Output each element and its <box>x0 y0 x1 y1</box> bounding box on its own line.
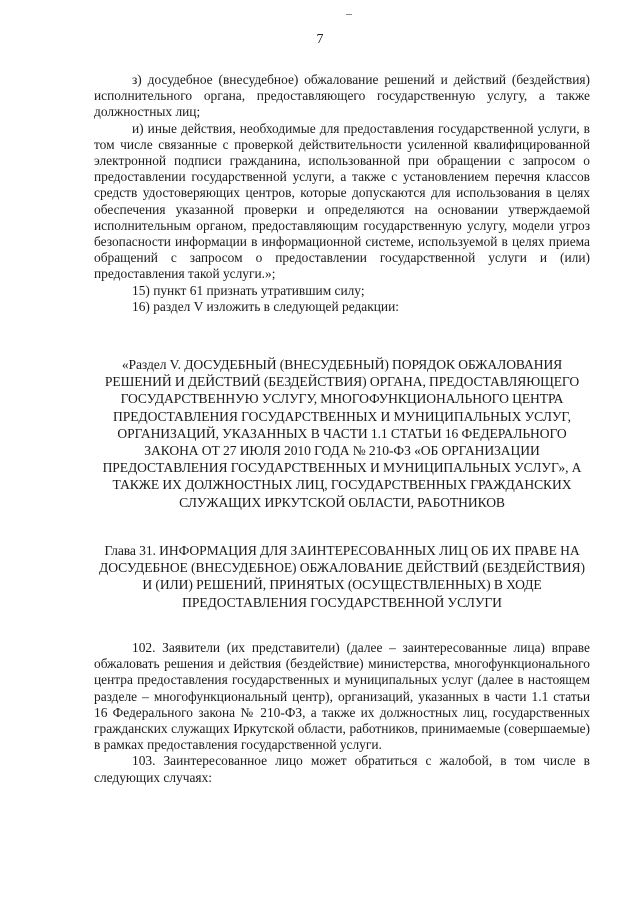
chapter-heading <box>94 542 590 611</box>
section-heading-text: «Раздел V. ДОСУДЕБНЫЙ (ВНЕСУДЕБНЫЙ) ПОРЯДОК ОБЖАЛОВАНИЯ РЕШЕНИЙ И ДЕЙСТВИЙ (БЕЗДЕЙСТВИЯ) ОРГАНА, ПРЕДОСТАВЛЯЮЩЕГО ГОСУДАРСТВЕННУЮ УСЛУГУ, МНОГОФУНКЦИОНАЛЬНОГО ЦЕНТРА ПРЕДОСТАВЛЕНИЯ ГОСУДАРСТВЕННЫХ И МУНИЦИПАЛЬНЫХ УСЛУГ, ОРГАНИЗАЦИЙ, УКАЗАННЫХ В ЧАСТИ 1.1 СТАТЬИ 16 ФЕДЕРАЛЬНОГО ЗАКОНА ОТ 27 ИЮЛЯ 2010 ГОДА № 210-ФЗ «ОБ ОРГАНИЗАЦИИ ПРЕДОСТАВЛЕНИЯ ГОСУДАРСТВЕННЫХ И МУНИЦИПАЛЬНЫХ УСЛУГ», А ТАКЖЕ ИХ ДОЛЖНОСТНЫХ ЛИЦ, ГОСУДАРСТВЕННЫХ ГРАЖДАНСКИХ СЛУЖАЩИХ ИРКУТСКОЙ ОБЛАСТИ, РАБОТНИКОВ <box>102 357 582 510</box>
paragraph-103: 103. Заинтересованное лицо может обратиться с жалобой, в том числе в следующих случаях: <box>94 753 590 785</box>
paragraph-z: з) досудебное (внесудебное) обжалование решений и действий (бездействия) исполнительного органа, предоставляющего государственную услугу, а также должностных лиц; <box>94 72 590 120</box>
chapter-heading-text: Глава 31. ИНФОРМАЦИЯ ДЛЯ ЗАИНТЕРЕСОВАННЫХ ЛИЦ ОБ ИХ ПРАВЕ НА ДОСУДЕБНОЕ (ВНЕСУДЕБНОЕ) ОБЖАЛОВАНИЕ ДЕЙСТВИЙ (БЕЗДЕЙСТВИЯ) И (ИЛИ) РЕШЕНИЙ, ПРИНЯТЫХ (ОСУЩЕСТВЛЕННЫХ) В ХОДЕ ПРЕДОСТАВЛЕНИЯ ГОСУДАРСТВЕННОЙ УСЛУГИ <box>99 543 585 610</box>
paragraph-15: 15) пункт 61 признать утратившим силу; <box>132 282 365 298</box>
scan-mark <box>346 14 352 15</box>
body-text-top <box>94 72 590 315</box>
body-text-bottom <box>94 640 590 786</box>
section-heading <box>94 356 590 511</box>
paragraph-102: 102. Заявители (их представители) (далее – заинтересованные лица) вправе обжаловать решения и действия (бездействие) министерства, многофункционального центра предоставления государственных и муниципальных услуг (далее в настоящем разделе – многофункциональный центр), организаций, указанных в части 1.1 статьи 16 Федерального закона № 210-ФЗ, а также их должностных лиц, государственных гражданских служащих Иркутской области, работников, принимаемые (совершаемые) в рамках предоставления государственной услуги. <box>94 640 590 753</box>
page-number: 7 <box>316 32 324 47</box>
paragraph-16: 16) раздел V изложить в следующей редакции: <box>132 298 399 314</box>
paragraph-i: и) иные действия, необходимые для предоставления государственной услуги, в том числе связанные с проверкой действительности усиленной квалифицированной электронной подписи гражданина, использованной при обращении с запросом о предоставлении государственной услуги, а также с установлением перечня классов средств удостоверяющих центров, которые допускаются для использования в целях обеспечения указанной проверки и определяются на основании утверждаемой исполнительным органом, предоставляющим государственную услугу, модели угроз безопасности информации в информационной системе, используемой в целях приема обращений с запросом о предоставлении государственной услуги и (или) предоставления такой услуги.»; <box>94 120 590 282</box>
